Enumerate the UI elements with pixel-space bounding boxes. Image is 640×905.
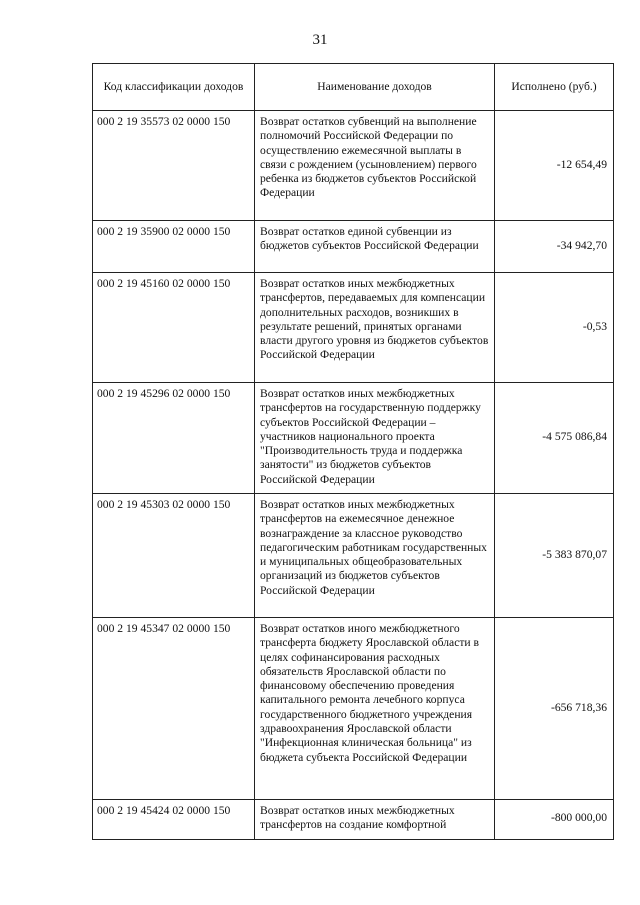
row-amount: -0,53 [495, 273, 614, 383]
budget-revenue-table [92, 63, 614, 840]
row-name: Возврат остатков иного межбюджетного трансферта бюджету Ярославской области в целях софинансирования расходных обязательств Ярославской области по финансовому обеспечению проведения капитального ремонта лечебного корпуса государственного бюджетного учреждения здравоохранения Ярославской области "Инфекционная клиническая больница" из бюджета субъекта Российской Федерации [255, 618, 495, 800]
table-row [93, 221, 614, 273]
row-code: 000 2 19 45303 02 0000 150 [93, 494, 255, 618]
table-row [93, 618, 614, 800]
table-row [93, 383, 614, 494]
table-row [93, 111, 614, 221]
row-name: Возврат остатков иных межбюджетных трансфертов на ежемесячное денежное вознаграждение за классное руководство педагогическим работникам государственных и муниципальных общеобразовательных организаций из бюджетов субъектов Российской Федерации [255, 494, 495, 618]
page-number: 31 [312, 32, 328, 48]
row-amount: -4 575 086,84 [495, 383, 614, 494]
table-row [93, 800, 614, 840]
row-amount: -12 654,49 [495, 111, 614, 221]
row-amount: -5 383 870,07 [495, 494, 614, 618]
row-name: Возврат остатков единой субвенции из бюджетов субъектов Российской Федерации [255, 221, 495, 273]
row-code: 000 2 19 45347 02 0000 150 [93, 618, 255, 800]
row-name: Возврат остатков иных межбюджетных трансфертов, передаваемых для компенсации дополнительных расходов, возникших в результате решений, принятых органами власти другого уровня из бюджетов субъектов Российской Федерации [255, 273, 495, 383]
row-code: 000 2 19 45296 02 0000 150 [93, 383, 255, 494]
row-code: 000 2 19 45160 02 0000 150 [93, 273, 255, 383]
header-code: Код классификации доходов [93, 64, 255, 111]
row-name: Возврат остатков иных межбюджетных трансфертов на государственную поддержку субъектов Российской Федерации – участников национального проекта "Производительность труда и поддержка занятости" из бюджетов субъектов Российской Федерации [255, 383, 495, 494]
header-amount: Исполнено (руб.) [495, 64, 614, 111]
row-amount: -34 942,70 [495, 221, 614, 273]
row-code: 000 2 19 35900 02 0000 150 [93, 221, 255, 273]
table-header-row [93, 64, 614, 111]
row-amount: -656 718,36 [495, 618, 614, 800]
row-name: Возврат остатков иных межбюджетных трансфертов на создание комфортной [255, 800, 495, 840]
row-amount: -800 000,00 [495, 800, 614, 840]
row-code: 000 2 19 35573 02 0000 150 [93, 111, 255, 221]
row-code: 000 2 19 45424 02 0000 150 [93, 800, 255, 840]
header-name: Наименование доходов [255, 64, 495, 111]
row-name: Возврат остатков субвенций на выполнение полномочий Российской Федерации по осуществлению ежемесячной выплаты в связи с рождением (усыновлением) первого ребенка из бюджетов субъектов Российской Федерации [255, 111, 495, 221]
table-row [93, 494, 614, 618]
table-row [93, 273, 614, 383]
